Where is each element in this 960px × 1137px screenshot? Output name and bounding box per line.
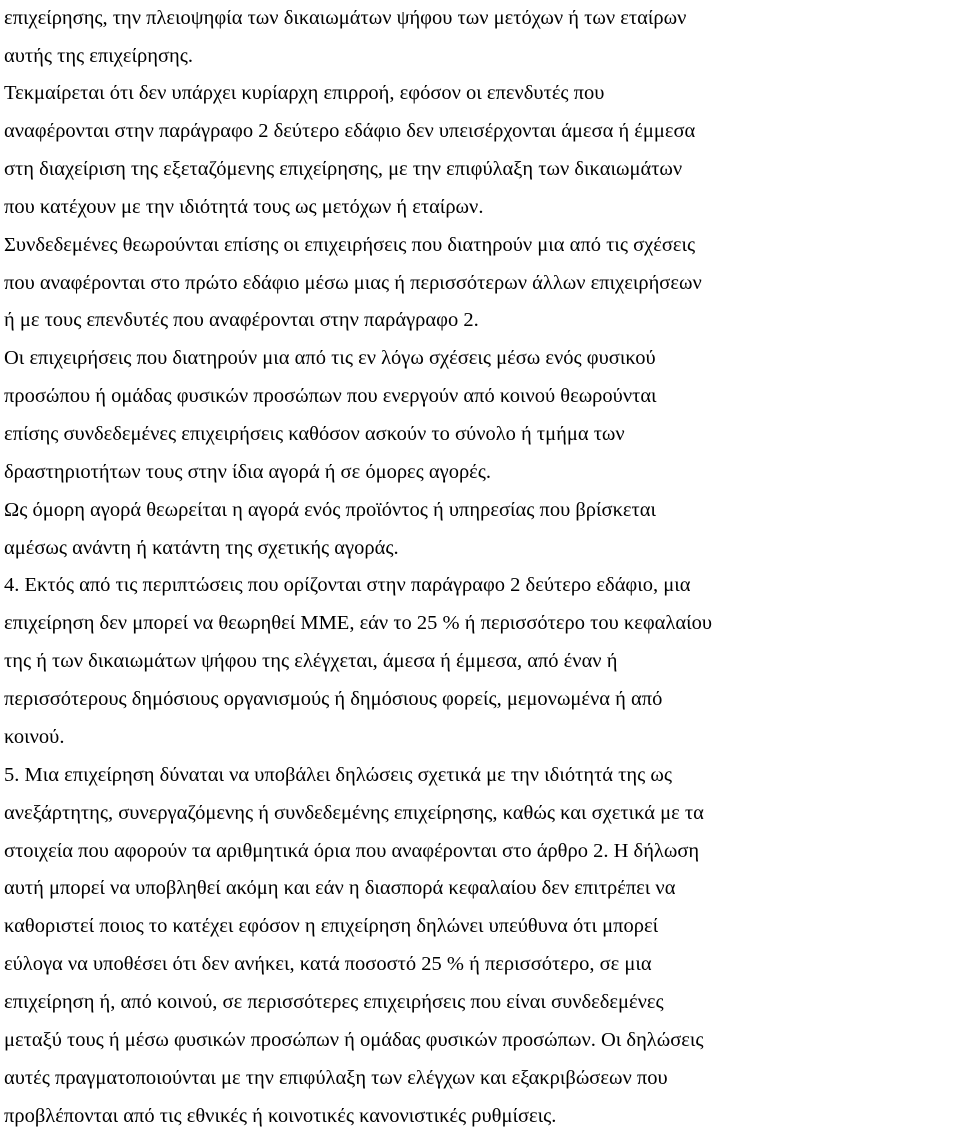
text-line: αυτής της επιχείρησης. [4,45,193,67]
text-line: 4. Εκτός από τις περιπτώσεις που ορίζονται στην παράγραφο 2 δεύτερο εδάφιο, μια [4,574,691,596]
text-line: αυτή μπορεί να υποβληθεί ακόμη και εάν η διασπορά κεφαλαίου δεν επιτρέπει να [4,877,676,899]
text-line: Ως όμορη αγορά θεωρείται η αγορά ενός προϊόντος ή υπηρεσίας που βρίσκεται [4,499,657,521]
text-line: επίσης συνδεδεμένες επιχειρήσεις καθόσον ασκούν το σύνολο ή τμήμα των [4,423,625,445]
text-line: αμέσως ανάντη ή κατάντη της σχετικής αγοράς. [4,537,399,559]
text-line: περισσότερους δημόσιους οργανισμούς ή δημόσιους φορείς, μεμονωμένα ή από [4,688,663,710]
text-line: αναφέρονται στην παράγραφο 2 δεύτερο εδάφιο δεν υπεισέρχονται άμεσα ή έμμεσα [4,120,696,142]
text-line: προβλέπονται από τις εθνικές ή κοινοτικές κανονιστικές ρυθμίσεις. [4,1105,557,1127]
text-line: κοινού. [4,726,65,748]
text-line: Τεκμαίρεται ότι δεν υπάρχει κυρίαρχη επιρροή, εφόσον οι επενδυτές που [4,82,605,104]
text-line: επιχείρηση ή, από κοινού, σε περισσότερες επιχειρήσεις που είναι συνδεδεμένες [4,991,664,1013]
text-line: επιχείρηση δεν μπορεί να θεωρηθεί ΜΜΕ, εάν το 25 % ή περισσότερο του κεφαλαίου [4,612,712,634]
text-line: ή με τους επενδυτές που αναφέρονται στην παράγραφο 2. [4,309,479,331]
text-line: μεταξύ τους ή μέσω φυσικών προσώπων ή ομάδας φυσικών προσώπων. Οι δηλώσεις [4,1029,704,1051]
text-line: στη διαχείριση της εξεταζόμενης επιχείρησης, με την επιφύλαξη των δικαιωμάτων [4,158,683,180]
text-line: επιχείρησης, την πλειοψηφία των δικαιωμάτων ψήφου των μετόχων ή των εταίρων [4,7,687,29]
text-line: που κατέχουν με την ιδιότητά τους ως μετόχων ή εταίρων. [4,196,484,218]
text-line: της ή των δικαιωμάτων ψήφου της ελέγχεται, άμεσα ή έμμεσα, από έναν ή [4,650,618,672]
text-line: Συνδεδεμένες θεωρούνται επίσης οι επιχειρήσεις που διατηρούν μια από τις σχέσεις [4,234,696,256]
text-line: δραστηριοτήτων τους στην ίδια αγορά ή σε όμορες αγορές. [4,461,492,483]
text-line: Οι επιχειρήσεις που διατηρούν μια από τις εν λόγω σχέσεις μέσω ενός φυσικού [4,347,656,369]
text-line: προσώπου ή ομάδας φυσικών προσώπων που ενεργούν από κοινού θεωρούνται [4,385,657,407]
text-line: αυτές πραγματοποιούνται με την επιφύλαξη των ελέγχων και εξακριβώσεων που [4,1067,668,1089]
text-line: καθοριστεί ποιος το κατέχει εφόσον η επιχείρηση δηλώνει υπεύθυνα ότι μπορεί [4,915,659,937]
text-line: ανεξάρτητης, συνεργαζόμενης ή συνδεδεμένης επιχείρησης, καθώς και σχετικά με τα [4,802,704,824]
text-line: 5. Μια επιχείρηση δύναται να υποβάλει δηλώσεις σχετικά με την ιδιότητά της ως [4,764,672,786]
text-line: εύλογα να υποθέσει ότι δεν ανήκει, κατά ποσοστό 25 % ή περισσότερο, σε μια [4,953,652,975]
text-line: στοιχεία που αφορούν τα αριθμητικά όρια που αναφέρονται στο άρθρο 2. Η δήλωση [4,840,700,862]
text-line: που αναφέρονται στο πρώτο εδάφιο μέσω μιας ή περισσότερων άλλων επιχειρήσεων [4,272,702,294]
